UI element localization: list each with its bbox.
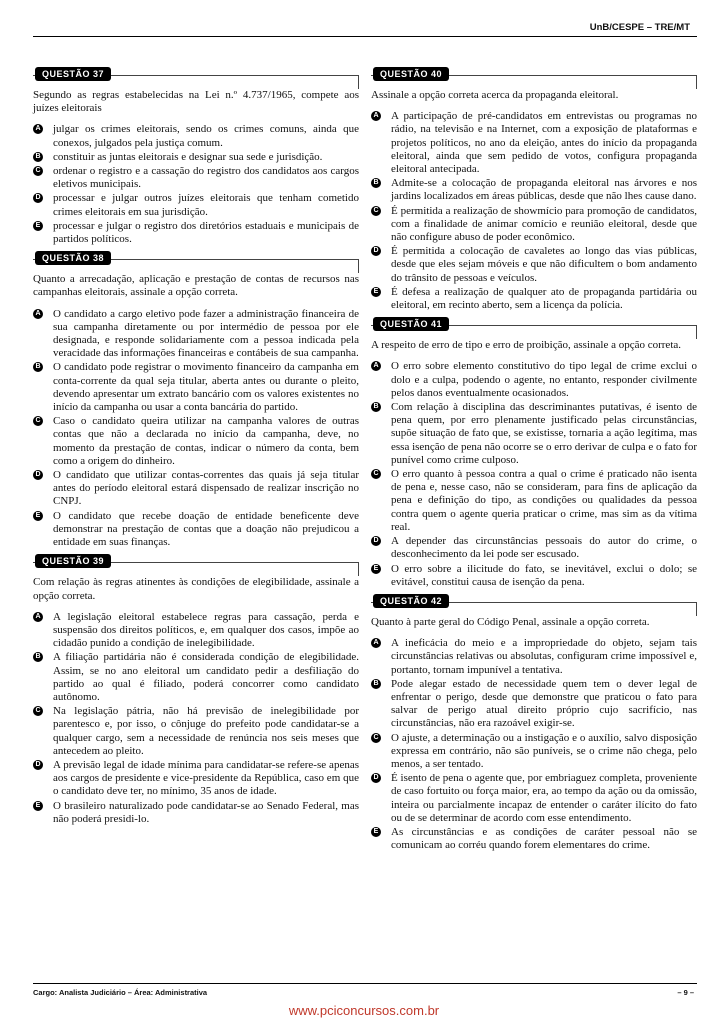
option-letter-icon: E (371, 564, 381, 574)
option-text: É permitida a colocação de cavaletes ao longo das vias públicas, desde que eles sejam móveis e que não dificultem o bom andamento do trânsito de pessoas e veículos. (391, 245, 697, 284)
option-letter-icon: D (371, 246, 381, 256)
answer-option[interactable] (33, 123, 359, 149)
question-block (371, 66, 697, 312)
option-text: O candidato que utilizar contas-correntes das quais já seja titular antes do período eleitoral estará dispensado de realizar inscrição no CNPJ. (53, 469, 359, 508)
question-label: QUESTÃO 37 (35, 67, 111, 81)
answer-option[interactable] (371, 637, 697, 677)
option-letter-icon: E (33, 511, 43, 521)
question-label: QUESTÃO 38 (35, 251, 111, 265)
option-letter-icon: C (33, 166, 43, 176)
option-letter-icon: C (33, 416, 43, 426)
option-letter-icon: B (33, 362, 43, 372)
answer-option[interactable] (371, 286, 697, 312)
option-text: constituir as juntas eleitorais e designar sua sede e jurisdição. (53, 150, 323, 163)
option-letter-icon: B (371, 679, 381, 689)
option-text: O ajuste, a determinação ou a instigação e o auxílio, salvo disposição expressa em contrário, não são puníveis, se o crime não chega, pelo menos, a ser tentado. (391, 731, 697, 770)
answer-option[interactable] (33, 611, 359, 651)
question-label: QUESTÃO 39 (35, 554, 111, 568)
option-text: Na legislação pátria, não há previsão de inelegibilidade por parentesco e, por isso, o cônjuge do prefeito pode candidatar-se a qualquer cargo, sem a necessidade de renúncia nos seis meses que antecedem ao pleito. (53, 705, 359, 757)
answer-option[interactable] (33, 800, 359, 826)
option-text: ordenar o registro e a cassação do registro dos candidatos aos cargos eletivos municipais. (53, 165, 359, 191)
option-letter-icon: A (33, 309, 43, 319)
answer-option[interactable] (33, 151, 359, 164)
question-stem: A respeito de erro de tipo e erro de proibição, assinale a opção correta. (371, 339, 682, 352)
option-text: Caso o candidato queira utilizar na campanha valores de outras contas que não a declarada no início da campanha, deve, no momento da prestação de contas, indicar o número da conta, bem como a origem do dinheiro. (53, 415, 359, 467)
option-letter-icon: A (33, 124, 43, 134)
question-header (371, 593, 697, 611)
question-header (371, 316, 697, 334)
answer-option[interactable] (33, 220, 359, 246)
question-header (33, 66, 359, 84)
question-stem: Assinale a opção correta acerca da propaganda eleitoral. (371, 89, 619, 101)
right-column (371, 66, 697, 856)
page-number: – 9 – (677, 988, 694, 997)
option-letter-icon: C (371, 733, 381, 743)
option-text: O candidato que recebe doação de entidade beneficente deve demonstrar na prestação de contas que a doação não prejudicou a entidade em suas finanças. (53, 509, 359, 549)
option-letter-icon: C (371, 469, 381, 479)
option-text: É isento de pena o agente que, por embriaguez completa, proveniente de caso fortuito ou força maior, era, ao tempo da ação ou da omissão, inteira ou parcialmente incapaz de entender o caráter ilícito do fato ou de se determinar de acordo com esse entendimento. (391, 772, 697, 824)
option-text: Admite-se a colocação de propaganda eleitoral nas árvores e nos jardins localizados em áreas públicas, desde que não lhes cause dano. (391, 177, 697, 203)
option-text: Com relação à disciplina das descriminantes putativas, é isento de pena quem, por erro plenamente justificado pelas circunstâncias, supõe situação de fato que, se existisse, tornaria a ação legítima, mas essa isenção de pena não ocorre se o erro derivar de culpa e o fato for punível como crime culposo. (391, 401, 697, 466)
answer-option[interactable] (371, 772, 697, 825)
answer-option[interactable] (33, 510, 359, 550)
option-letter-icon: D (33, 760, 43, 770)
option-letter-icon: D (33, 470, 43, 480)
question-header (33, 250, 359, 268)
answer-option[interactable] (33, 651, 359, 704)
footer-divider (33, 983, 697, 984)
question-label: QUESTÃO 42 (373, 594, 449, 608)
option-letter-icon: E (33, 221, 43, 231)
answer-option[interactable] (33, 192, 359, 218)
answer-option[interactable] (33, 469, 359, 509)
question-rule-tick (358, 75, 359, 89)
question-header (33, 553, 359, 571)
answer-option[interactable] (371, 360, 697, 400)
answer-option[interactable] (371, 563, 697, 589)
option-letter-icon: A (371, 111, 381, 121)
answer-option[interactable] (33, 759, 359, 799)
option-letter-icon: E (371, 827, 381, 837)
option-letter-icon: A (33, 612, 43, 622)
option-text: O candidato a cargo eletivo pode fazer a administração financeira de sua campanha diretamente ou por intermédio de pessoa por ele designada, e responde solidariamente com a pessoa indicada pela veracidade das informações financeiras e contábeis de sua campanha. (53, 307, 359, 360)
question-rule-tick (696, 325, 697, 339)
option-letter-icon: A (371, 361, 381, 371)
answer-option[interactable] (371, 468, 697, 534)
option-text: É defesa a realização de qualquer ato de propaganda partidária ou eleitoral, em recinto aberto, sem a licença da polícia. (391, 285, 697, 312)
question-label: QUESTÃO 40 (373, 67, 449, 81)
option-letter-icon: B (371, 178, 381, 188)
left-column (33, 66, 359, 830)
question-block (371, 593, 697, 852)
header-title: UnB/CESPE – TRE/MT (589, 22, 690, 33)
answer-option[interactable] (33, 705, 359, 758)
option-text: A previsão legal de idade mínima para candidatar-se refere-se apenas aos cargos de presidente e vice-presidente da República, caso em que o candidato deve ter, no mínimo, 35 anos de idade. (53, 758, 359, 798)
question-block (33, 66, 359, 246)
option-letter-icon: D (33, 193, 43, 203)
option-text: processar e julgar outros juízes eleitorais que tenham cometido crimes eleitorais em sua jurisdição. (53, 192, 359, 218)
answer-option[interactable] (371, 732, 697, 772)
answer-option[interactable] (371, 535, 697, 561)
question-rule-tick (696, 602, 697, 616)
answer-option[interactable] (33, 415, 359, 468)
option-letter-icon: B (33, 152, 43, 162)
question-stem: Quanto a arrecadação, aplicação e prestação de contas de recursos nas campanhas eleitorais, assinale a opção correta. (33, 273, 359, 299)
answer-option[interactable] (33, 165, 359, 191)
option-text: O candidato pode registrar o movimento financeiro da campanha em conta-corrente da qual seja titular, aberta antes ou durante o pleito, devendo apresentar um extrato bancário com os valores existentes no início da campanha ou usar a conta bancária do partido. (53, 361, 359, 414)
footer-cargo: Cargo: Analista Judiciário – Área: Administrativa (33, 988, 208, 997)
question-header (371, 66, 697, 84)
option-text: A depender das circunstâncias pessoais do autor do crime, o desconhecimento da lei pode ser escusado. (391, 535, 697, 561)
option-text: O erro sobre elemento constitutivo do tipo legal de crime exclui o dolo e a culpa, podendo o agente, no entanto, responder civilmente pelos danos eventualmente ocasionados. (391, 360, 697, 399)
option-letter-icon: C (33, 706, 43, 716)
answer-option[interactable] (371, 110, 697, 176)
question-stem: Segundo as regras estabelecidas na Lei n.º 4.737/1965, compete aos juízes eleitorais (33, 89, 359, 115)
option-letter-icon: B (33, 652, 43, 662)
answer-option[interactable] (33, 308, 359, 361)
question-stem: Quanto à parte geral do Código Penal, assinale a opção correta. (371, 615, 650, 628)
option-letter-icon: E (33, 801, 43, 811)
option-text: A participação de pré-candidatos em entrevistas ou programas no rádio, na televisão e na Internet, com a exposição de plataformas e projetos políticos, no ano da eleição, antes do início da propaganda eleitoral, ainda que sem pedido de votos, configura propaganda eleitoral antecipada. (391, 110, 697, 176)
answer-option[interactable] (33, 361, 359, 414)
answer-option[interactable] (371, 401, 697, 467)
option-letter-icon: A (371, 638, 381, 648)
question-block (371, 316, 697, 589)
option-text: processar e julgar o registro dos diretórios estaduais e municipais de partidos políticos. (53, 219, 359, 246)
answer-option[interactable] (371, 678, 697, 731)
option-text: O erro sobre a ilicitude do fato, se inevitável, exclui o dolo; se evitável, constitui causa de isenção da pena. (391, 562, 697, 588)
answer-option[interactable] (371, 177, 697, 203)
option-text: É permitida a realização de showmício para promoção de candidatos, com a finalidade de animar comício e reunião eleitoral, desde que não configure abuso de poder econômico. (391, 204, 697, 244)
option-letter-icon: C (371, 206, 381, 216)
option-letter-icon: B (371, 402, 381, 412)
site-link[interactable]: www.pciconcursos.com.br (288, 1003, 440, 1018)
option-text: A filiação partidária não é considerada condição de elegibilidade. Assim, se no ano eleitoral um candidato pedir a desfiliação do partido ao qual é filiado, poderá concorrer como candidato autônomo. (53, 651, 359, 703)
option-text: As circunstâncias e as condições de caráter pessoal não se comunicam ao corréu quando forem elementares do crime. (391, 825, 697, 852)
option-text: O brasileiro naturalizado pode candidatar-se ao Senado Federal, mas não poderá presidi-lo. (53, 799, 359, 825)
question-block (33, 553, 359, 826)
option-text: A legislação eleitoral estabelece regras para cassação, perda e suspensão dos direitos políticos, e, em qualquer dos casos, impõe ao cidadão punido a condição de inelegibilidade. (53, 610, 359, 650)
option-text: Pode alegar estado de necessidade quem tem o dever legal de enfrentar o perigo, desde que demonstre que praticou o fato para salvar de perigo atual direito próprio cujo sacrifício, nas circunstâncias, não era razoável exigir-se. (391, 677, 697, 730)
option-letter-icon: E (371, 287, 381, 297)
question-rule-tick (696, 75, 697, 89)
question-block (33, 250, 359, 549)
option-letter-icon: D (371, 536, 381, 546)
question-stem: Com relação às regras atinentes às condições de elegibilidade, assinale a opção correta. (33, 576, 359, 602)
question-rule-tick (358, 562, 359, 576)
option-text: O erro quanto à pessoa contra a qual o crime é praticado não isenta de pena e, nesse caso, não se consideram, para fins de aplicação da pena e definição do tipo, as condições ou qualidades da pessoa contra quem o agente queria praticar o crime, mas sim as da vítima real. (391, 468, 697, 533)
answer-option[interactable] (371, 205, 697, 245)
option-text: julgar os crimes eleitorais, sendo os crimes comuns, ainda que conexos, julgados pela justiça comum. (53, 123, 359, 149)
question-label: QUESTÃO 41 (373, 317, 449, 331)
question-rule-tick (358, 259, 359, 273)
header-divider (33, 36, 697, 37)
answer-option[interactable] (371, 245, 697, 285)
option-letter-icon: D (371, 773, 381, 783)
answer-option[interactable] (371, 826, 697, 852)
option-text: A ineficácia do meio e a impropriedade do objeto, sejam tais circunstâncias relativas ou absolutas, configuram crime impossível e, portanto, tornam impunível a tentativa. (391, 637, 697, 676)
